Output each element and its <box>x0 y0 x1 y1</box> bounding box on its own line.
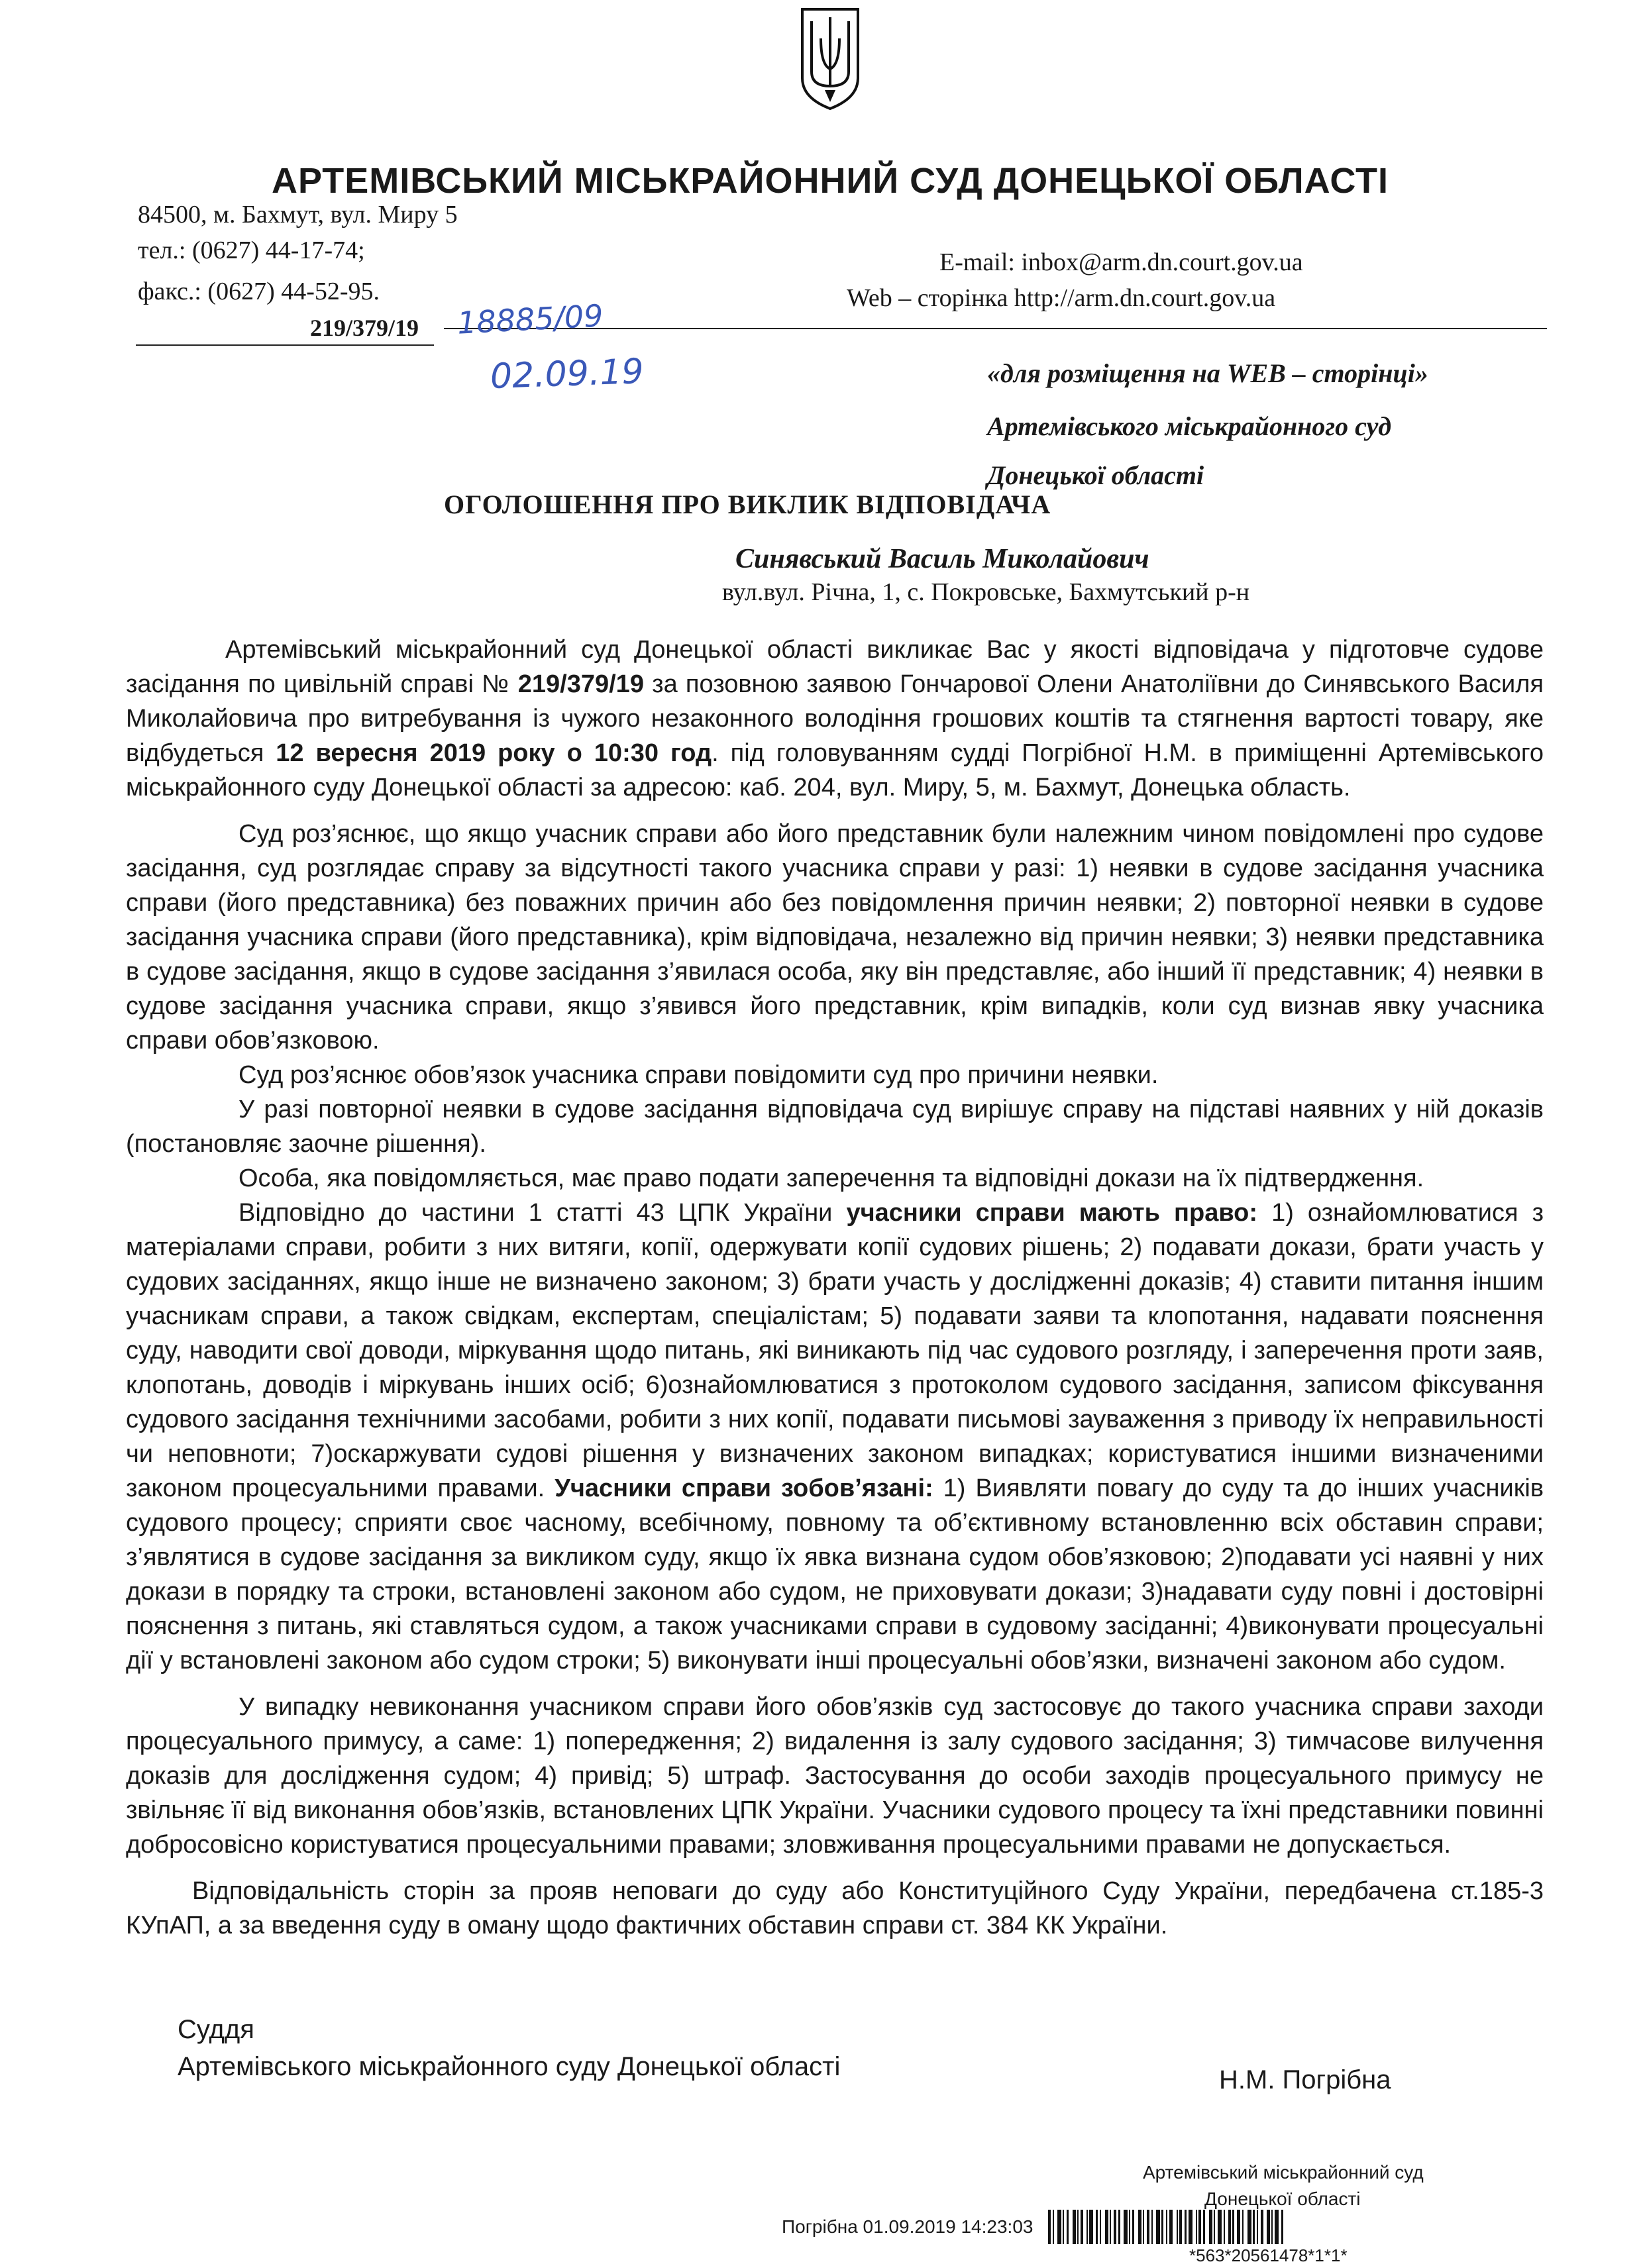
handwritten-registration-date: 02.09.19 <box>490 351 645 397</box>
signature-organization: Артемівського міськрайонного суду Донецької області <box>178 2052 841 2081</box>
barcode-icon <box>1048 2210 1419 2244</box>
court-phone: тел.: (0627) 44-17-74; <box>138 236 365 264</box>
addressee-address: вул.вул. Річна, 1, с. Покровське, Бахмутський р-н <box>722 578 1250 606</box>
barcode-code: *563*20561478*1*1* <box>1189 2245 1348 2265</box>
header-rule <box>444 328 1547 329</box>
court-name: АРТЕМІВСЬКИЙ МІСЬКРАЙОННИЙ СУД ДОНЕЦЬКОЇ ОБЛАСТІ <box>272 161 1389 201</box>
publication-note-line3: Донецької області <box>987 460 1204 490</box>
addressee-name: Синявський Василь Миколайович <box>735 544 1149 574</box>
paragraph-rights-duties: Відповідно до частини 1 статті 43 ЦПК України учасники справи мають право: 1) ознайомлюватися з матеріалами справи, робити з них витяги, копії, одержувати копії судових рішень; 2) подавати докази, брати участь у судових засіданнях, якщо інше не визначено законом; 3) брати участь у дослідженні доказів; 4) ставити питання іншим учасникам справи, а також свідкам, експертам, спеціалістам; 5) подавати заяви та клопотання, надавати пояснення суду, наводити свої доводи, міркування щодо питань, які виникають під час судового розгляду, і заперечення проти заяв, клопотань, доводів і міркувань інших осіб; 6)ознайомлюватися з протоколом судового засідання, записом фіксування судового засідання технічними засобами, робити з них копії, подавати письмові зауваження з приводу їх неправильності чи неповноти; 7)оскаржувати судові рішення у визначених законом випадках; користуватися іншими визначеними законом процесуальними правами. Учасники справи зобов’язані: 1) Виявляти повагу до суду та до інших учасників судового процесу; сприяти своє часному, всебічному, повному та об’єктивному встановленню всіх обставин справи; з’являтися в судове засідання за викликом суду, якщо їх явка визнана судом обов’язковою; 2)подавати усі наявні у них докази в порядку та строки, встановлені законом або судом, не приховувати докази; 3)надавати суду повні і достовірні пояснення з питань, які ставляться судом, а також учасниками справи в судовому засіданні; 4)виконувати процесуальні дії у встановлені законом або судом строки; 5) виконувати інші процесуальні обов’язки, визначені законом або судом. <box>126 1199 1544 1675</box>
paragraph-repeat-absence: У разі повторної неявки в судове засідання відповідача суд вирішує справу на підставі наявних у ній доказів (постановляє заочне рішення). <box>126 1096 1544 1158</box>
case-number: 219/379/19 <box>310 315 419 341</box>
document-heading: ОГОЛОШЕННЯ ПРО ВИКЛИК ВІДПОВІДАЧА <box>444 490 1051 519</box>
judge-name: Н.М. Погрібна <box>1219 2065 1391 2094</box>
court-fax: факс.: (0627) 44-52-95. <box>138 278 380 305</box>
court-website: Web – сторінка http://arm.dn.court.gov.ua <box>847 284 1276 312</box>
stamp-court-line2: Донецької області <box>1204 2189 1361 2209</box>
registration-underline <box>136 344 434 346</box>
coat-of-arms-icon <box>798 5 862 111</box>
court-email: E-mail: inbox@arm.dn.court.gov.ua <box>939 248 1303 276</box>
publication-note-line2: Артемівського міськрайонного суд <box>987 411 1392 441</box>
stamp-court-line1: Артемівський міськрайонний суд <box>1143 2162 1424 2183</box>
document-body <box>126 633 1544 1943</box>
publication-note-line1: «для розміщення на WEB – сторінці» <box>987 358 1428 388</box>
paragraph-notify-duty: Суд роз’яснює обов’язок учасника справи повідомити суд про причини неявки. <box>238 1061 1159 1089</box>
court-address: 84500, м. Бахмут, вул. Миру 5 <box>138 201 458 229</box>
signature-title: Суддя <box>178 2015 254 2044</box>
paragraph-absence-rules: Суд роз’яснює, що якщо учасник справи або його представник були належним чином повідомлені про судове засідання, суд розглядає справу за відсутності такого учасника справи у разі: 1) неявки в судове засідання учасника справи (його представника) без поважних причин або без повідомлення причин неявки; 2) повторної неявки в судове засідання учасника справи (його представника), крім відповідача, незалежно від причин неявки; 3) неявки представника в судове засідання, якщо в судове засідання з’явилася особа, яку він представляє, або інший її представник; 4) неявки в судове засідання учасника справи, якщо з’явився його представник, крім випадків, коли суд визнав явку учасника справи обов’язковою. <box>126 820 1544 1055</box>
paragraph-liability: Відповідальність сторін за прояв неповаги до суду або Конституційного Суду України, передбачена ст.185-3 КУпАП, а за введення суду в оману щодо фактичних обставин справи ст. 384 КК України. <box>126 1877 1544 1939</box>
paragraph-right-to-object: Особа, яка повідомляється, має право подати заперечення та відповідні докази на їх підтвердження. <box>238 1164 1424 1192</box>
paragraph-summons: Артемівський міськрайонний суд Донецької області викликає Вас у якості відповідача у підготовче судове засідання по цивільній справі № 219/379/19 за позовною заявою Гончарової Олени Анатоліївни до Синявського Василя Миколайовича про витребування із чужого незаконного володіння грошових коштів та стягнення вартості товару, яке відбудеться 12 вересня 2019 року о 10:30 год. під головуванням судді Погрібної Н.М. в приміщенні Артемівського міськрайонного суду Донецької області за адресою: каб. 204, вул. Миру, 5, м. Бахмут, Донецька область. <box>126 636 1544 801</box>
stamp-signed-line: Погрібна 01.09.2019 14:23:03 <box>782 2216 1034 2237</box>
paragraph-coercion: У випадку невиконання учасником справи його обов’язків суд застосовує до такого учасника справи заходи процесуального примусу, а саме: 1) попередження; 2) видалення із залу судового засідання; 3) тимчасове вилучення доказів для дослідження судом; 4) привід; 5) штраф. Застосування до особи заходів процесуального примусу не звільняє її від виконання обов’язків, встановлених ЦПК України. Учасники судового процесу та їхні представники повинні добросовісно користуватися процесуальними правами; зловживання процесуальними правами не допускається. <box>126 1693 1544 1859</box>
handwritten-registration-number: 18885/09 <box>456 297 604 341</box>
